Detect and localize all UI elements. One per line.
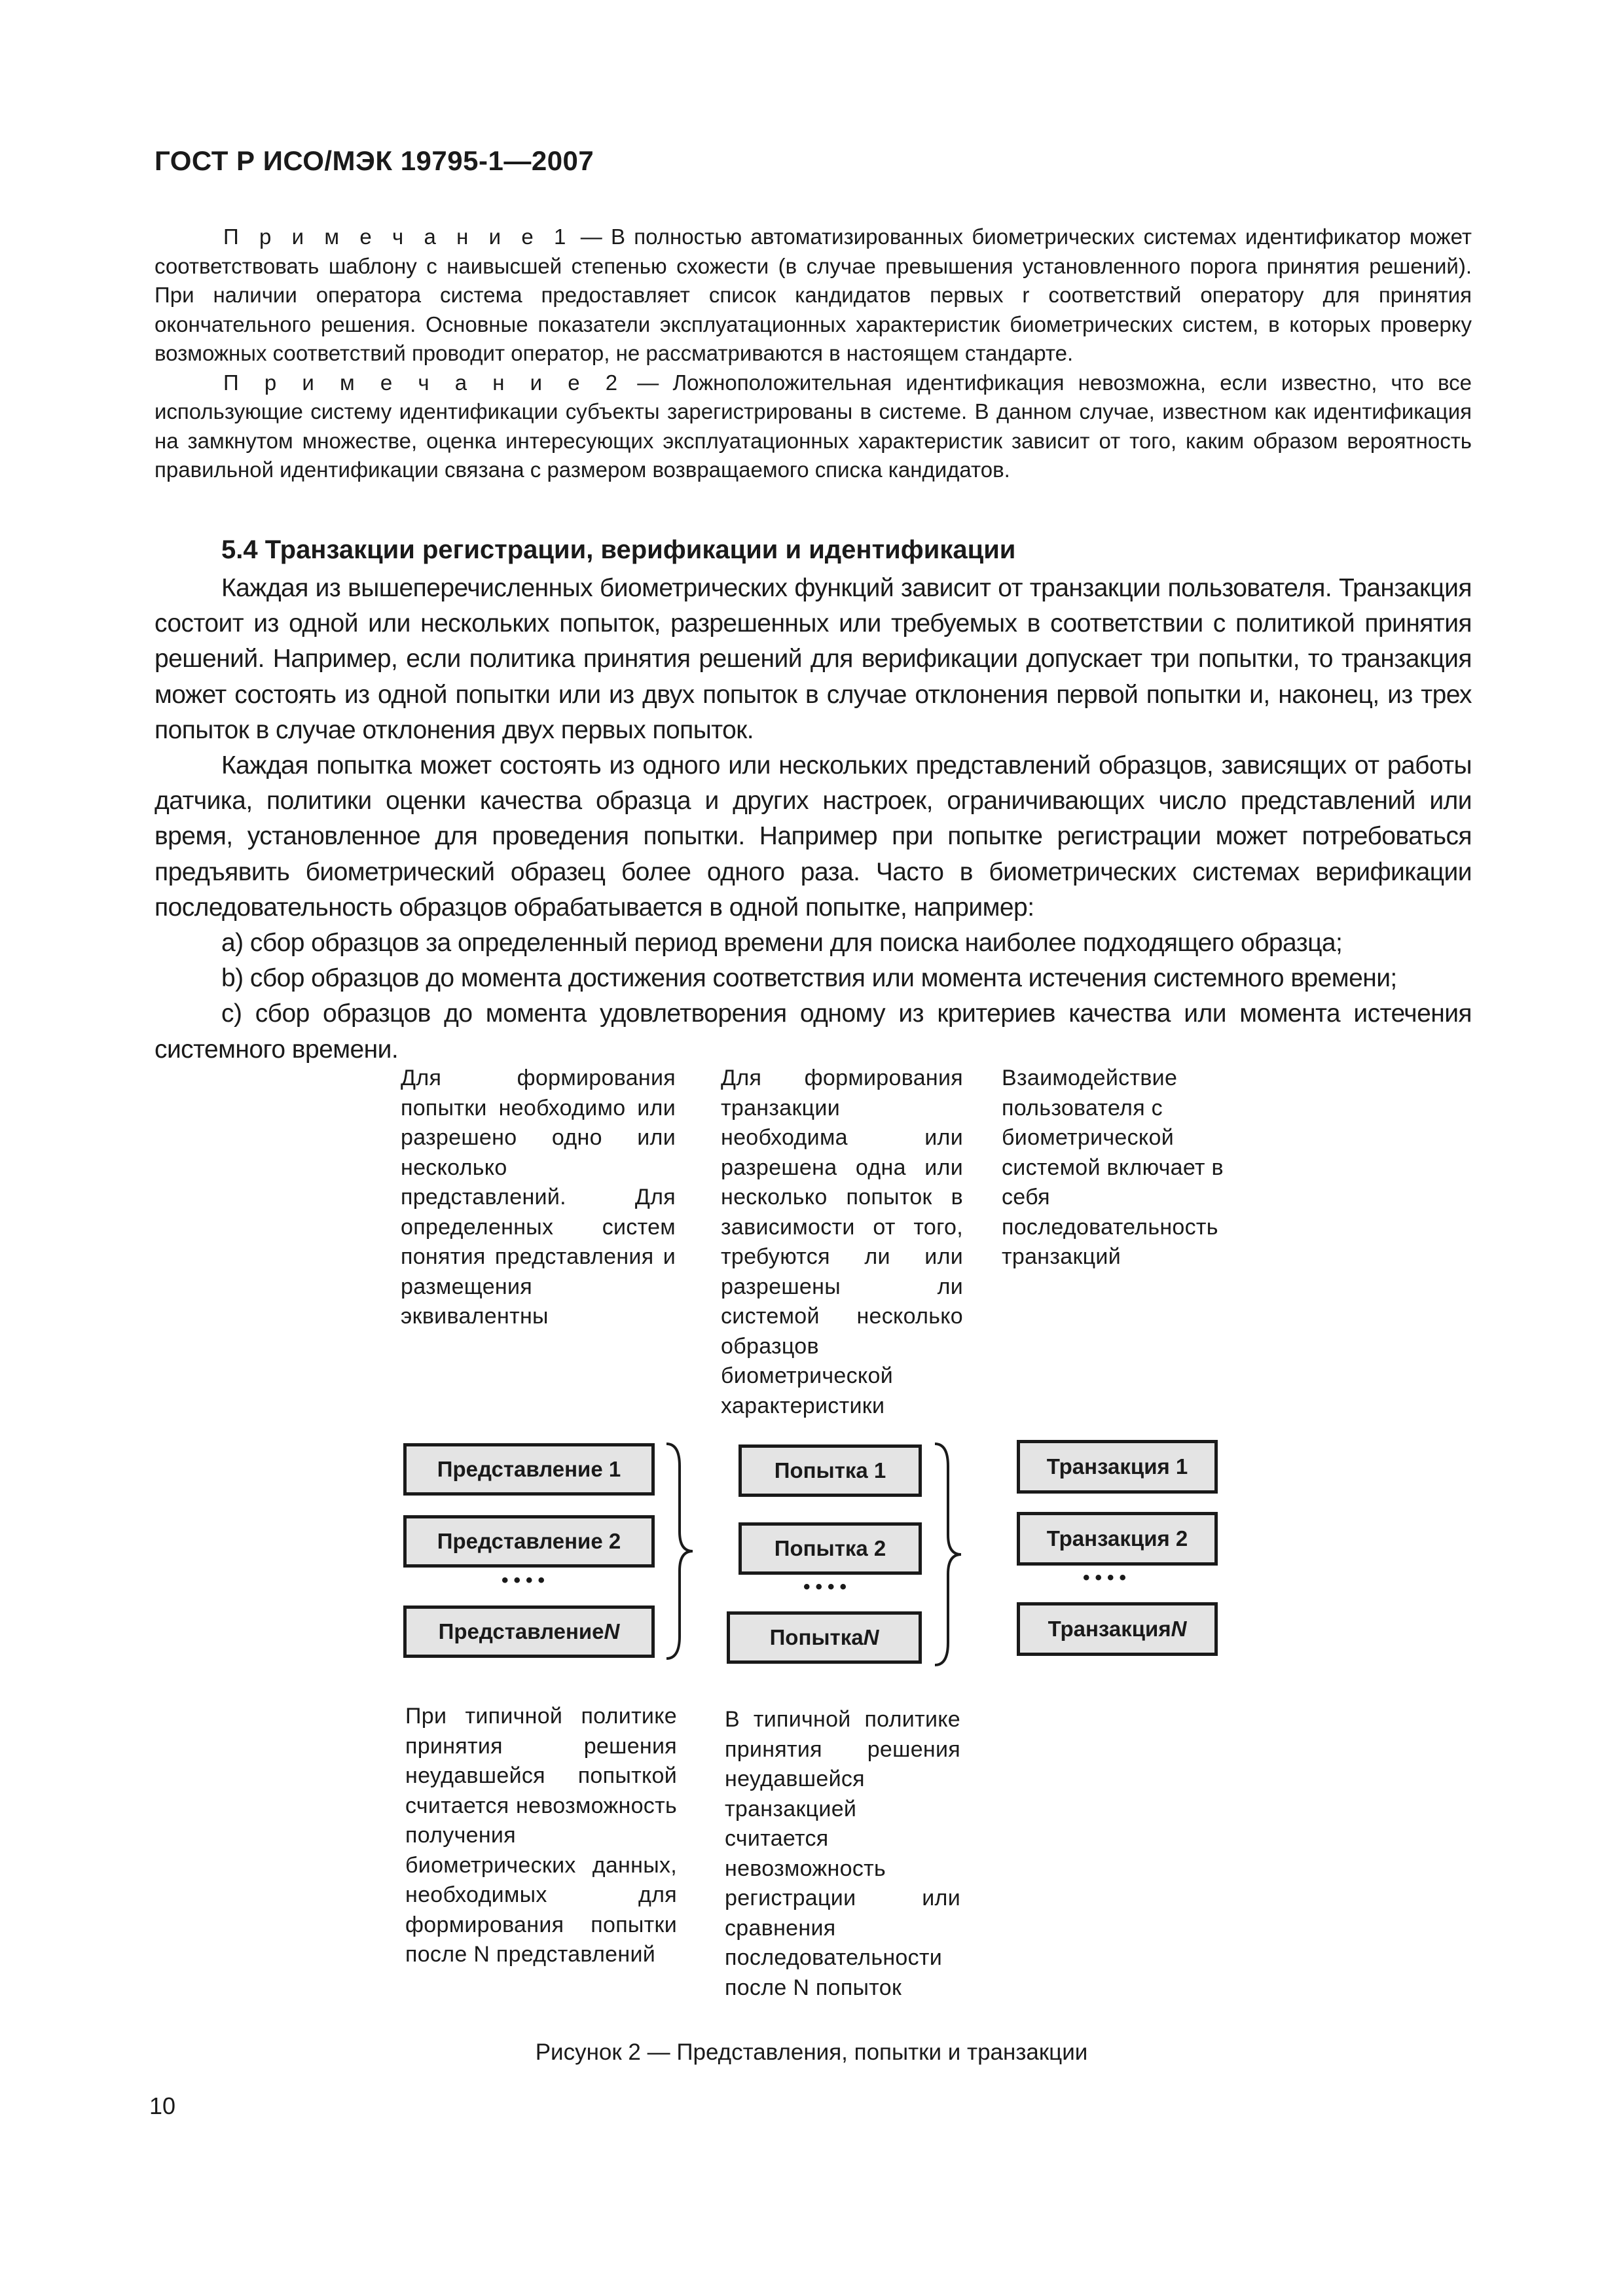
paragraph: Каждая из вышеперечисленных биометрических функций зависит от транзакции пользователя. Транзакция состоит из одной или нескольких попыток, разрешенных или требуемых в соответствии с политикой принятия решений. Например, если политика принятия решений для верификации допускает три попытки, то транзакция может состоять из одной попытки или из двух попыток в случае отклонения первой попытки и, наконец, из трех попыток в случае отклонения двух первых попыток.	[155, 574, 1472, 744]
list-item-c: c) сбор образцов до момента удовлетворения одному из критериев качества или момента истечения системного времени.	[155, 999, 1472, 1064]
figure-desc-attempt: Для формирования транзакции необходима или разрешена одна или несколько попыток в зависимости от того, требуются ли или разрешены ли системой несколько образцов биометрической характеристики	[721, 1066, 963, 1418]
box-transaction-n	[1017, 1602, 1218, 1656]
box-label: Попытка	[769, 1625, 864, 1649]
section-5-4	[155, 531, 1472, 1067]
figure-desc-transaction: Взаимодействие пользователя с биометрической системой включает в себя последовательность транзакций	[1002, 1066, 1224, 1269]
box-attempt-1: Попытка 1	[739, 1444, 922, 1497]
note-text: — В полностью автоматизированных биометрических системах идентификатор может соответствовать шаблону с наивысшей степенью схожести (в случае превышения установленного порога принятия решений). При наличии оператора система предоставляет список кандидатов первых r соответствий оператору для принятия окончательного решения. Основные показатели эксплуатационных характеристик биометрических систем, в которых проверку возможных соответствий проводит оператор, не рассматриваются в настоящем стандарте.	[155, 224, 1472, 365]
note-label: П р и м е ч а н и е 1	[223, 224, 572, 249]
box-attempt-n	[727, 1611, 922, 1664]
box-label: Транзакция	[1048, 1617, 1171, 1641]
ellipsis-dots: ••••	[803, 1576, 852, 1598]
figure-desc-presentation: Для формирования попытки необходимо или разрешено одно или несколько представлений. Для определенных систем понятия представления и размещения эквивалентны	[401, 1066, 676, 1329]
box-label: Представление	[438, 1619, 604, 1643]
box-attempt-2: Попытка 2	[739, 1522, 922, 1575]
note-1	[155, 223, 1472, 368]
list-item-b: b) сбор образцов до момента достижения соответствия или момента истечения системного времени;	[221, 964, 1397, 993]
box-transaction-1: Транзакция 1	[1017, 1440, 1218, 1494]
figure-caption: Рисунок 2 — Представления, попытки и транзакции	[535, 2039, 1088, 2065]
variable-n: N	[1171, 1617, 1187, 1641]
box-transaction-2: Транзакция 2	[1017, 1512, 1218, 1566]
figure-desc-failed-transaction: В типичной политике принятия решения неудавшейся транзакцией считается невозможность регистрации или сравнения последовательности после N попыток	[725, 1707, 960, 2000]
note-2	[155, 368, 1472, 485]
page-number: 10	[149, 2092, 176, 2119]
variable-n: N	[863, 1625, 879, 1649]
document-header: ГОСТ Р ИСО/МЭК 19795-1—2007	[155, 145, 594, 176]
box-presentation-2: Представление 2	[403, 1515, 655, 1568]
variable-n: N	[604, 1619, 620, 1643]
figure-desc-failed-attempt: При типичной политике принятия решения неудавшейся попыткой считается невозможность получения биометрических данных, необходимых для формирования попытки после N представлений	[405, 1704, 677, 1967]
notes-block	[155, 223, 1472, 485]
box-presentation-n	[403, 1605, 655, 1658]
note-text: — Ложноположительная идентификация невозможна, если известно, что все использующие систему идентификации субъекты зарегистрированы в системе. В данном случае, известном как идентификация на замкнутом множестве, оценка интересующих эксплуатационных характеристик зависит от того, каким образом вероятность правильной идентификации связана с размером возвращаемого списка кандидатов.	[155, 370, 1472, 482]
ellipsis-dots: ••••	[501, 1570, 551, 1591]
section-heading: 5.4 Транзакции регистрации, верификации и идентификации	[221, 535, 1016, 564]
paragraph: Каждая попытка может состоять из одного или нескольких представлений образцов, зависящих от работы датчика, политики оценки качества образца и других настроек, ограничивающих число представлений или время, установленное для проведения попытки. Например при попытке регистрации может потребоваться предъявить биометрический образец более одного раза. Часто в биометрических системах верификации последовательность образцов обрабатывается в одной попытке, например:	[155, 751, 1472, 922]
ellipsis-dots: ••••	[1083, 1567, 1132, 1588]
list-item-a: a) сбор образцов за определенный период времени для поиска наиболее подходящего образца;	[221, 929, 1343, 958]
brace-right-icon	[661, 1440, 698, 1662]
note-label: П р и м е ч а н и е 2	[223, 370, 624, 395]
box-presentation-1: Представление 1	[403, 1443, 655, 1496]
brace-right-icon	[930, 1440, 966, 1669]
